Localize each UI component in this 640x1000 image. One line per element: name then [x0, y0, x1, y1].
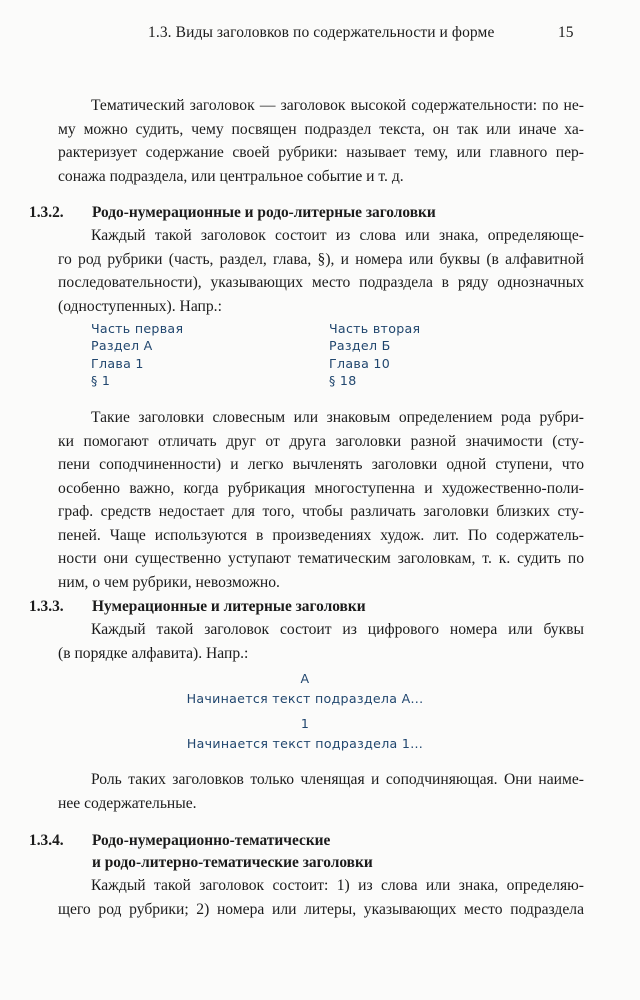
example-right-column [329, 320, 420, 390]
text-line: ним, о чем рубрики, невозможно. [58, 573, 280, 591]
text-line: особенно важно, когда рубрикация многоступенна и художественно-поли- [58, 479, 584, 497]
text-line: Тематический заголовок — заголовок высокой содержательности: по не- [91, 97, 584, 114]
section-title-line2: и родо-литерно-тематические заголовки [92, 854, 373, 871]
section-number: 1.3.3. [29, 598, 64, 615]
section-1-3-3-paragraph [58, 618, 584, 665]
example-line: Раздел А [91, 338, 153, 354]
example-line: Раздел Б [329, 338, 391, 354]
text-line: последовательности), указывающих место подраздела в ряду однозначных [58, 274, 584, 291]
text-line: пени соподчиненности) и легко вычленять заголовки одной ступени, что [58, 456, 584, 473]
text-line: (одноступенных). Напр.: [58, 297, 222, 315]
section-title: Родо-нумерационные и родо-литерные заголовки [92, 204, 436, 221]
section-title: Родо-нумерационно-тематические [92, 832, 331, 849]
section-1-3-4-paragraph [58, 874, 584, 921]
text-line: ности они существенно уступают тематическим заголовкам, т. к. судить по [58, 550, 584, 567]
example-number: 1 [300, 716, 310, 731]
example-line: Часть первая [91, 321, 184, 336]
example-line: Часть вторая [329, 321, 421, 336]
text-line: нее содержательные. [58, 794, 197, 812]
text-line: Каждый такой заголовок состоит из цифрового номера или буквы [91, 621, 584, 638]
section-number: 1.3.4. [29, 832, 64, 849]
section-1-3-2-paragraph [58, 224, 584, 318]
text-line: ки помогают отличать друг от друга заголовки разной значимости (сту- [58, 432, 584, 450]
example-letter: А [300, 671, 310, 686]
section-1-3-2-after-paragraph [58, 406, 584, 594]
text-line: пеней. Чаще используются в произведениях худож. лит. По содержатель- [58, 526, 584, 544]
text-line: Каждый такой заголовок состоит из слова или знака, определяюще- [91, 227, 584, 244]
section-number: 1.3.2. [29, 204, 64, 221]
section-1-3-3-after-paragraph [58, 768, 584, 815]
text-line: Каждый такой заголовок состоит: 1) из слова или знака, определяю- [91, 877, 584, 894]
text-line: щего род рубрики; 2) номера или литеры, указывающих место подраздела [58, 900, 584, 918]
example-text-line: Начинается текст подраздела 1... [186, 736, 424, 751]
example-line: Глава 1 [91, 355, 144, 371]
example-line: Глава 10 [329, 355, 391, 371]
page-number: 15 [558, 24, 574, 41]
text-line: (в порядке алфавита). Напр.: [58, 644, 249, 662]
text-line: му можно судить, чему посвящен подраздел текста, он так или иначе ха- [58, 120, 584, 138]
text-line: сонажа подраздела, или центральное событие и т. д. [58, 167, 404, 185]
section-heading-1-3-3 [29, 596, 366, 618]
intro-paragraph [58, 94, 584, 188]
section-title: Нумерационные и литерные заголовки [92, 598, 366, 615]
text-line: Такие заголовки словесным или знаковым определением рода рубри- [91, 409, 584, 426]
text-line: рактеризует содержание своей рубрики: называет тему, или главного пер- [58, 144, 584, 161]
example-text-line: Начинается текст подраздела А... [186, 691, 424, 706]
example-line: § 18 [329, 373, 357, 389]
text-line: го род рубрики (часть, раздел, глава, §), и номера или буквы (в алфавитной [58, 250, 584, 268]
section-heading-1-3-2 [29, 202, 436, 224]
example-left-column [91, 320, 183, 390]
text-line: граф. средств недостает для того, чтобы различать заголовки близких сту- [58, 503, 584, 520]
section-heading-1-3-4 [29, 830, 373, 874]
text-line: Роль таких заголовков только членящая и соподчиняющая. Они наиме- [91, 771, 584, 788]
example-line: § 1 [91, 373, 111, 389]
running-head: 1.3. Виды заголовков по содержательности и форме [148, 24, 495, 41]
